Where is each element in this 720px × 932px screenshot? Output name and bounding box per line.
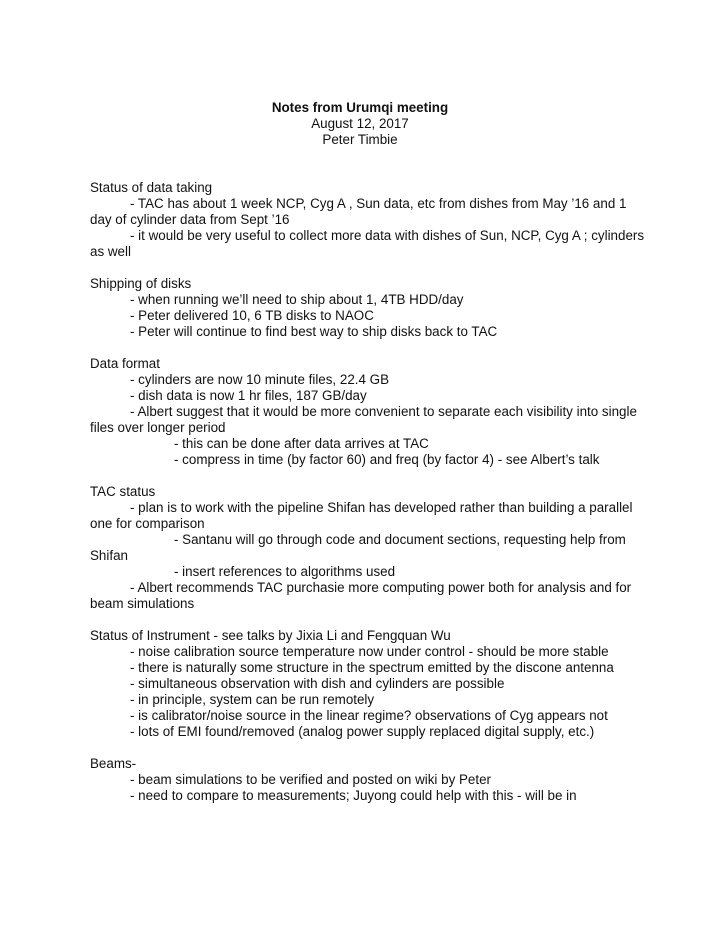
note-item: - insert references to algorithms used bbox=[174, 564, 396, 579]
note-item: - cylinders are now 10 minute files, 22.4 GB bbox=[130, 372, 390, 387]
note-item: - Peter will continue to find best way to ship disks back to TAC bbox=[130, 324, 498, 339]
note-item: - beam simulations to be verified and posted on wiki by Peter bbox=[130, 772, 491, 787]
note-item: - Albert recommends TAC purchasie more computing power both for analysis and for beam simulations bbox=[90, 580, 632, 611]
section-heading: Shipping of disks bbox=[90, 276, 192, 291]
notes-section bbox=[90, 276, 646, 340]
note-item: - is calibrator/noise source in the linear regime? observations of Cyg appears not bbox=[130, 708, 608, 723]
notes-section bbox=[90, 484, 646, 612]
note-item: - there is naturally some structure in the spectrum emitted by the discone antenna bbox=[130, 660, 614, 675]
notes-section bbox=[90, 180, 646, 260]
section-heading: TAC status bbox=[90, 484, 156, 499]
note-item: - simultaneous observation with dish and cylinders are possible bbox=[130, 676, 505, 691]
note-item: - TAC has about 1 week NCP, Cyg A , Sun data, etc from dishes from May ’16 and 1 day of cylinder data from Sept ’16 bbox=[90, 196, 627, 227]
note-item: - in principle, system can be run remotely bbox=[130, 692, 375, 707]
section-heading: Status of data taking bbox=[90, 180, 213, 195]
document-date: August 12, 2017 bbox=[311, 116, 409, 131]
document-author: Peter Timbie bbox=[322, 132, 398, 147]
notes-section bbox=[90, 628, 646, 740]
note-item: - it would be very useful to collect more data with dishes of Sun, NCP, Cyg A ; cylinders as well bbox=[90, 228, 645, 259]
document-title: Notes from Urumqi meeting bbox=[271, 100, 449, 115]
note-item: - Santanu will go through code and document sections, requesting help from Shifan bbox=[90, 532, 626, 563]
section-heading: Status of Instrument - see talks by Jixia Li and Fengquan Wu bbox=[90, 628, 451, 643]
section-heading: Data format bbox=[90, 356, 160, 371]
note-item: - this can be done after data arrives at TAC bbox=[174, 436, 429, 451]
note-item: - when running we’ll need to ship about 1, 4TB HDD/day bbox=[130, 292, 464, 307]
document-header bbox=[0, 100, 720, 148]
note-item: - Peter delivered 10, 6 TB disks to NAOC bbox=[130, 308, 374, 323]
notes-section bbox=[90, 356, 646, 468]
note-item: - plan is to work with the pipeline Shifan has developed rather than building a parallel one for comparison bbox=[90, 500, 633, 531]
note-item: - dish data is now 1 hr files, 187 GB/day bbox=[130, 388, 367, 403]
note-item: - need to compare to measurements; Juyong could help with this - will be in bbox=[130, 788, 577, 803]
note-item: - noise calibration source temperature now under control - should be more stable bbox=[130, 644, 609, 659]
note-item: - lots of EMI found/removed (analog power supply replaced digital supply, etc.) bbox=[130, 724, 595, 739]
notes-body bbox=[90, 180, 646, 820]
note-item: - compress in time (by factor 60) and freq (by factor 4) - see Albert’s talk bbox=[174, 452, 600, 467]
note-item: - Albert suggest that it would be more convenient to separate each visibility into single files over longer period bbox=[90, 404, 637, 435]
notes-section bbox=[90, 756, 646, 804]
section-heading: Beams- bbox=[90, 756, 137, 771]
